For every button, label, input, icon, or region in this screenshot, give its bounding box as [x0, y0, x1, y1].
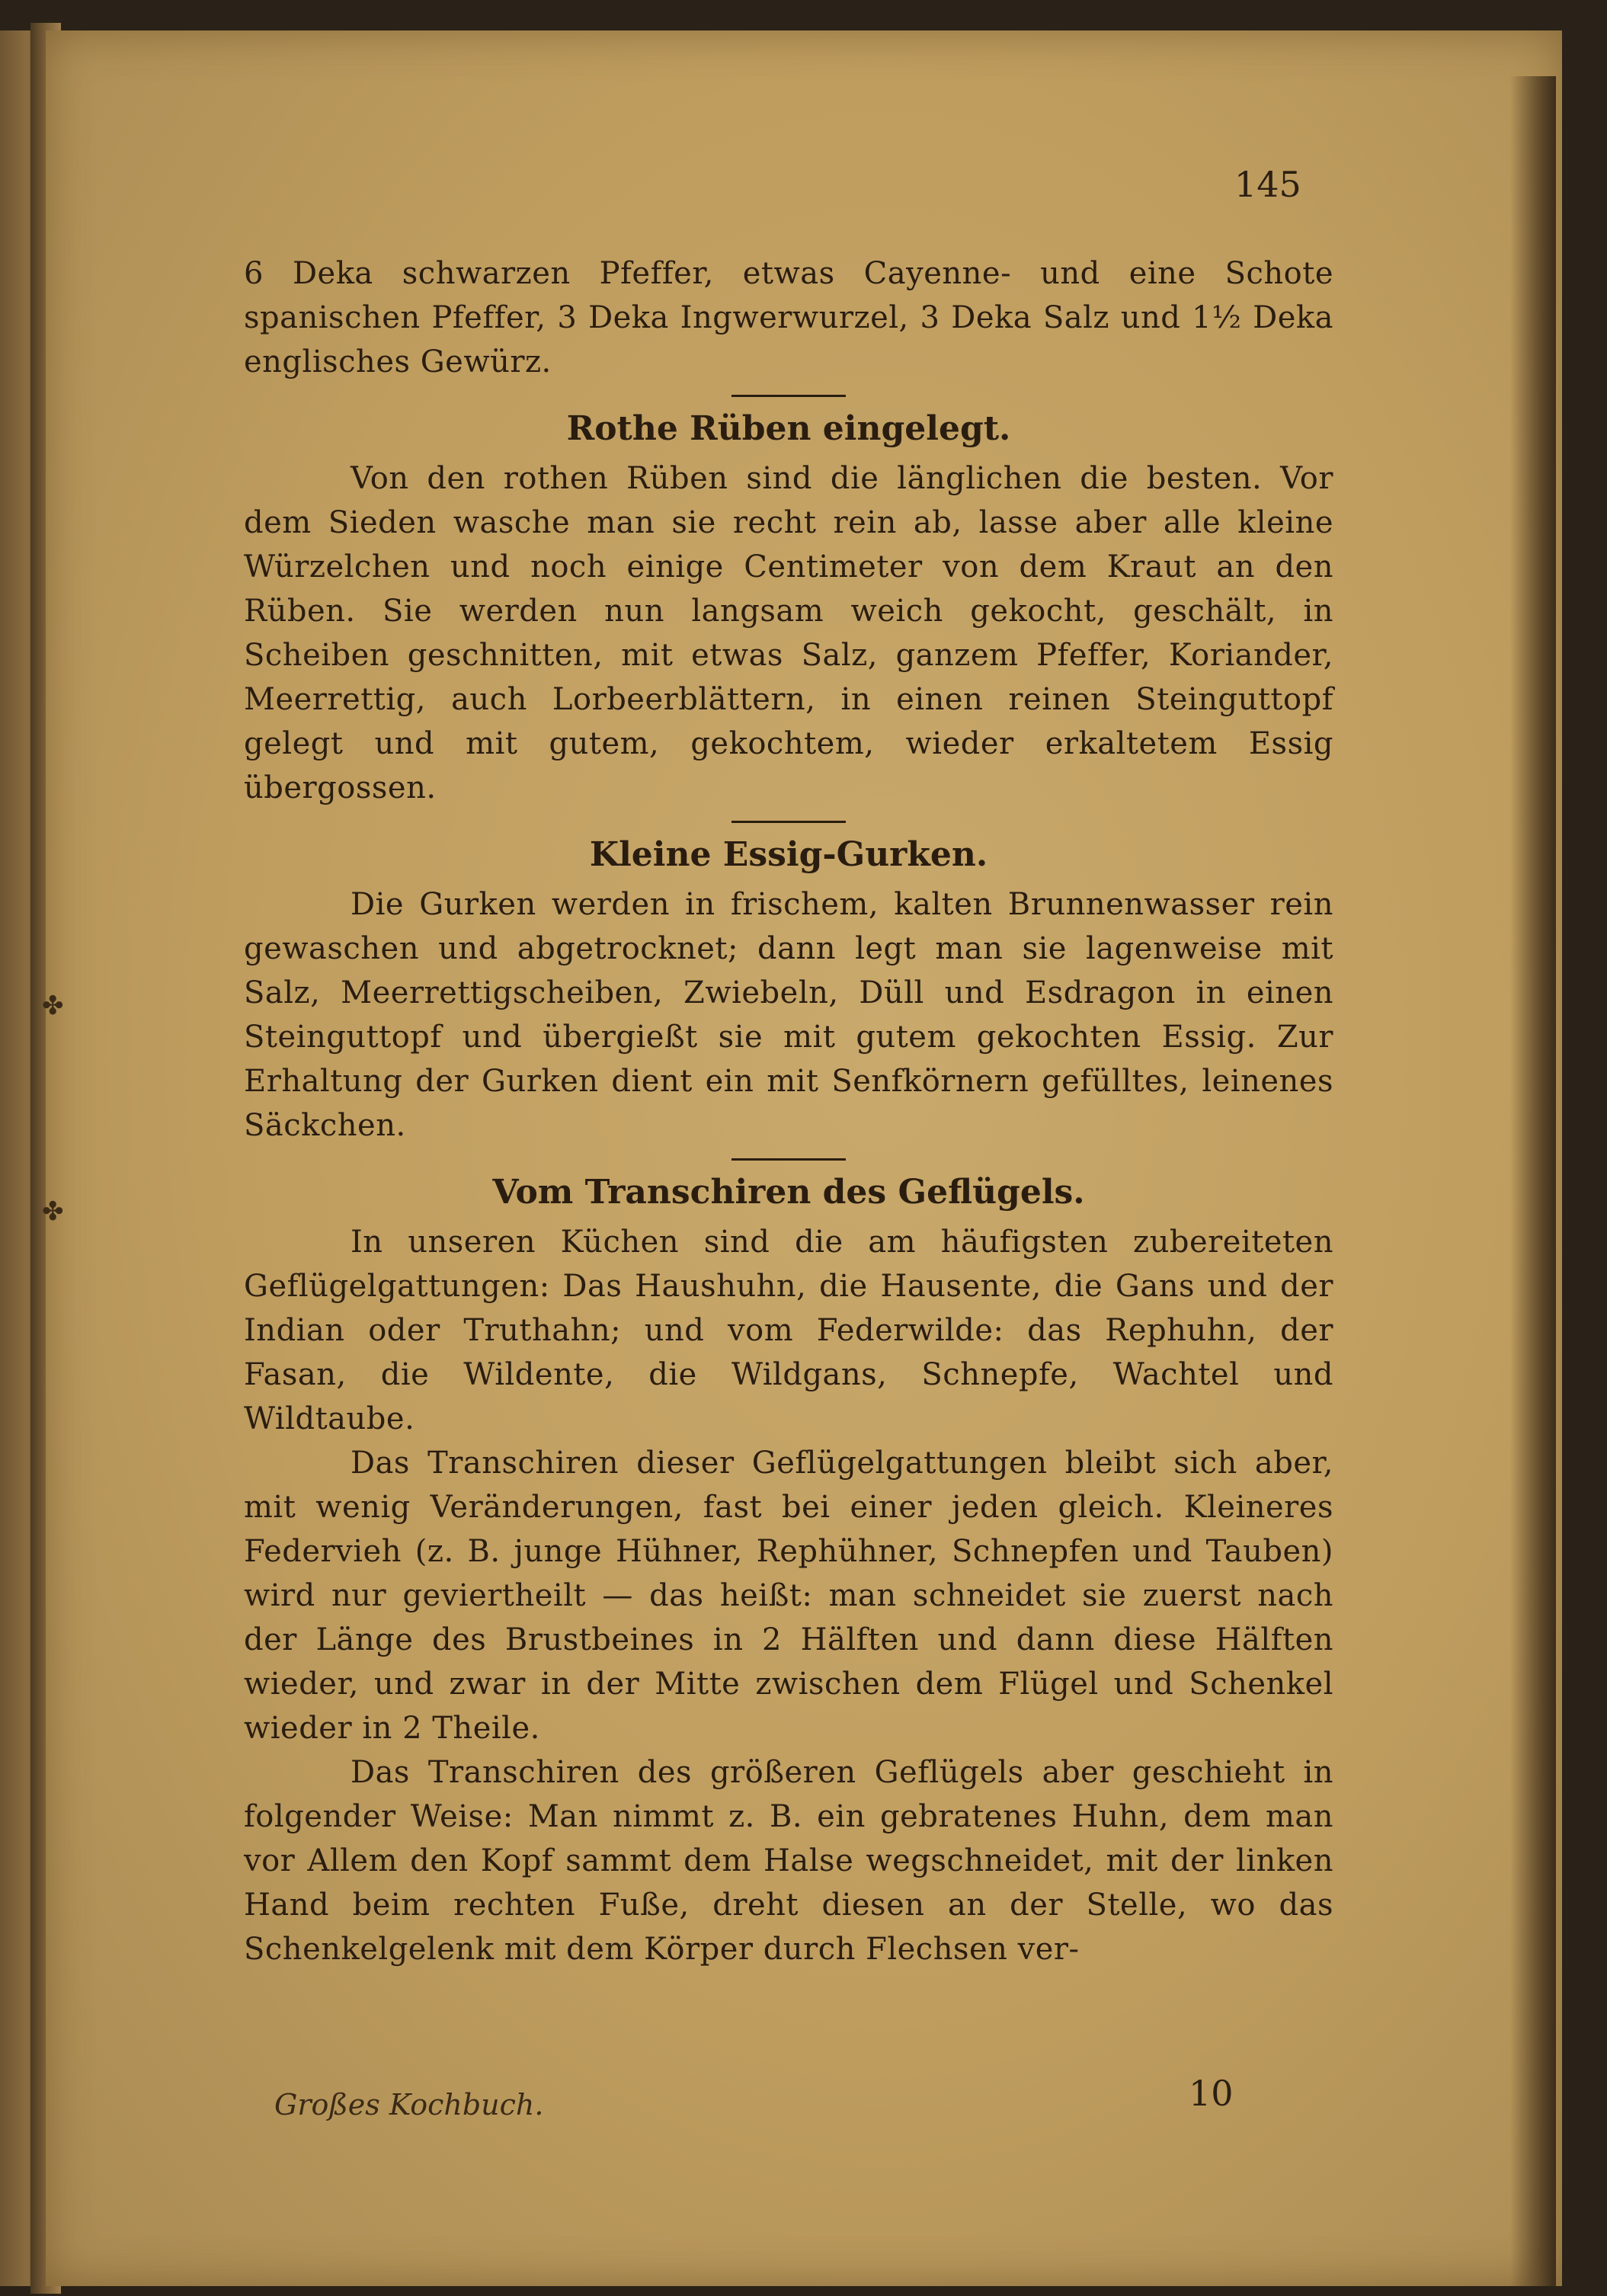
section-heading: Rothe Rüben eingelegt.	[566, 409, 1011, 448]
page-edge-shadow	[1510, 76, 1556, 2286]
footer-signature: Großes Kochbuch.	[274, 2088, 544, 2121]
section-paragraph: Das Transchiren dieser Geflügelgattungen bleibt sich aber, mit wenig Veränderungen, fast bei einer jeden gleich. Kleineres Federvieh (z. B. junge Hühner, Rephühner, Schnepfen und Tauben) wird nur geviertheilt — das heißt: man schneidet sie zuerst nach der Länge des Brustbeines in 2 Hälften und dann diese Hälften wieder, und zwar in der Mitte zwischen dem Flügel und Schenkel wieder in 2 Theile.	[244, 1446, 1333, 1746]
margin-mark-icon: ✤	[42, 991, 64, 1021]
section-paragraph: In unseren Küchen sind die am häufigsten zubereiteten Geflügelgattungen: Das Haushuhn, die Hausente, die Gans und der Indian oder Truthahn; und vom Federwilde: das Rephuhn, der Fasan, die Wildente, die Wildgans, Schnepfe, Wachtel und Wildtaube.	[244, 1225, 1333, 1436]
section-paragraph: Das Transchiren des größeren Geflügels aber geschieht in folgender Weise: Man nimmt z. B. ein gebratenes Huhn, dem man vor Allem den Kopf sammt dem Halse wegschneidet, mit der linken Hand beim rechten Fuße, dreht diesen an der Stelle, wo das Schenkelgelenk mit dem Körper durch Flechsen ver-	[244, 1755, 1333, 1967]
section-divider	[731, 1158, 846, 1161]
section-paragraph: Von den rothen Rüben sind die länglichen die besten. Vor dem Sieden wasche man sie recht rein ab, lasse aber alle kleine Würzelchen und noch einige Centimeter von dem Kraut an den Rüben. Sie werden nun langsam weich gekocht, geschält, in Scheiben geschnitten, mit etwas Salz, ganzem Pfeffer, Koriander, Meerrettig, auch Lorbeerblättern, in einen reinen Steinguttopf gelegt und mit gutem, gekochtem, wieder erkaltetem Essig übergossen.	[244, 461, 1333, 805]
footer-sheet-number: 10	[1189, 2073, 1234, 2114]
section-divider	[731, 395, 846, 397]
margin-mark-icon: ✤	[42, 1196, 64, 1227]
section-paragraph: Die Gurken werden in frischem, kalten Brunnenwasser rein gewaschen und abgetrocknet; dann legt man sie lagenweise mit Salz, Meerrettigscheiben, Zwiebeln, Düll und Esdragon in einen Steinguttopf und übergießt sie mit gutem gekochten Essig. Zur Erhaltung der Gurken dient ein mit Senfkörnern gefülltes, leinenes Säckchen.	[244, 887, 1333, 1143]
page-body	[244, 251, 1333, 1971]
section-heading: Vom Transchiren des Geflügels.	[492, 1173, 1085, 1212]
intro-paragraph: 6 Deka schwarzen Pfeffer, etwas Cayenne- und eine Schote spanischen Pfeffer, 3 Deka Ingwerwurzel, 3 Deka Salz und 1½ Deka englisches Gewürz.	[244, 256, 1333, 379]
page-number: 145	[1234, 164, 1301, 205]
section-divider	[731, 821, 846, 823]
section-heading: Kleine Essig-Gurken.	[589, 835, 988, 874]
